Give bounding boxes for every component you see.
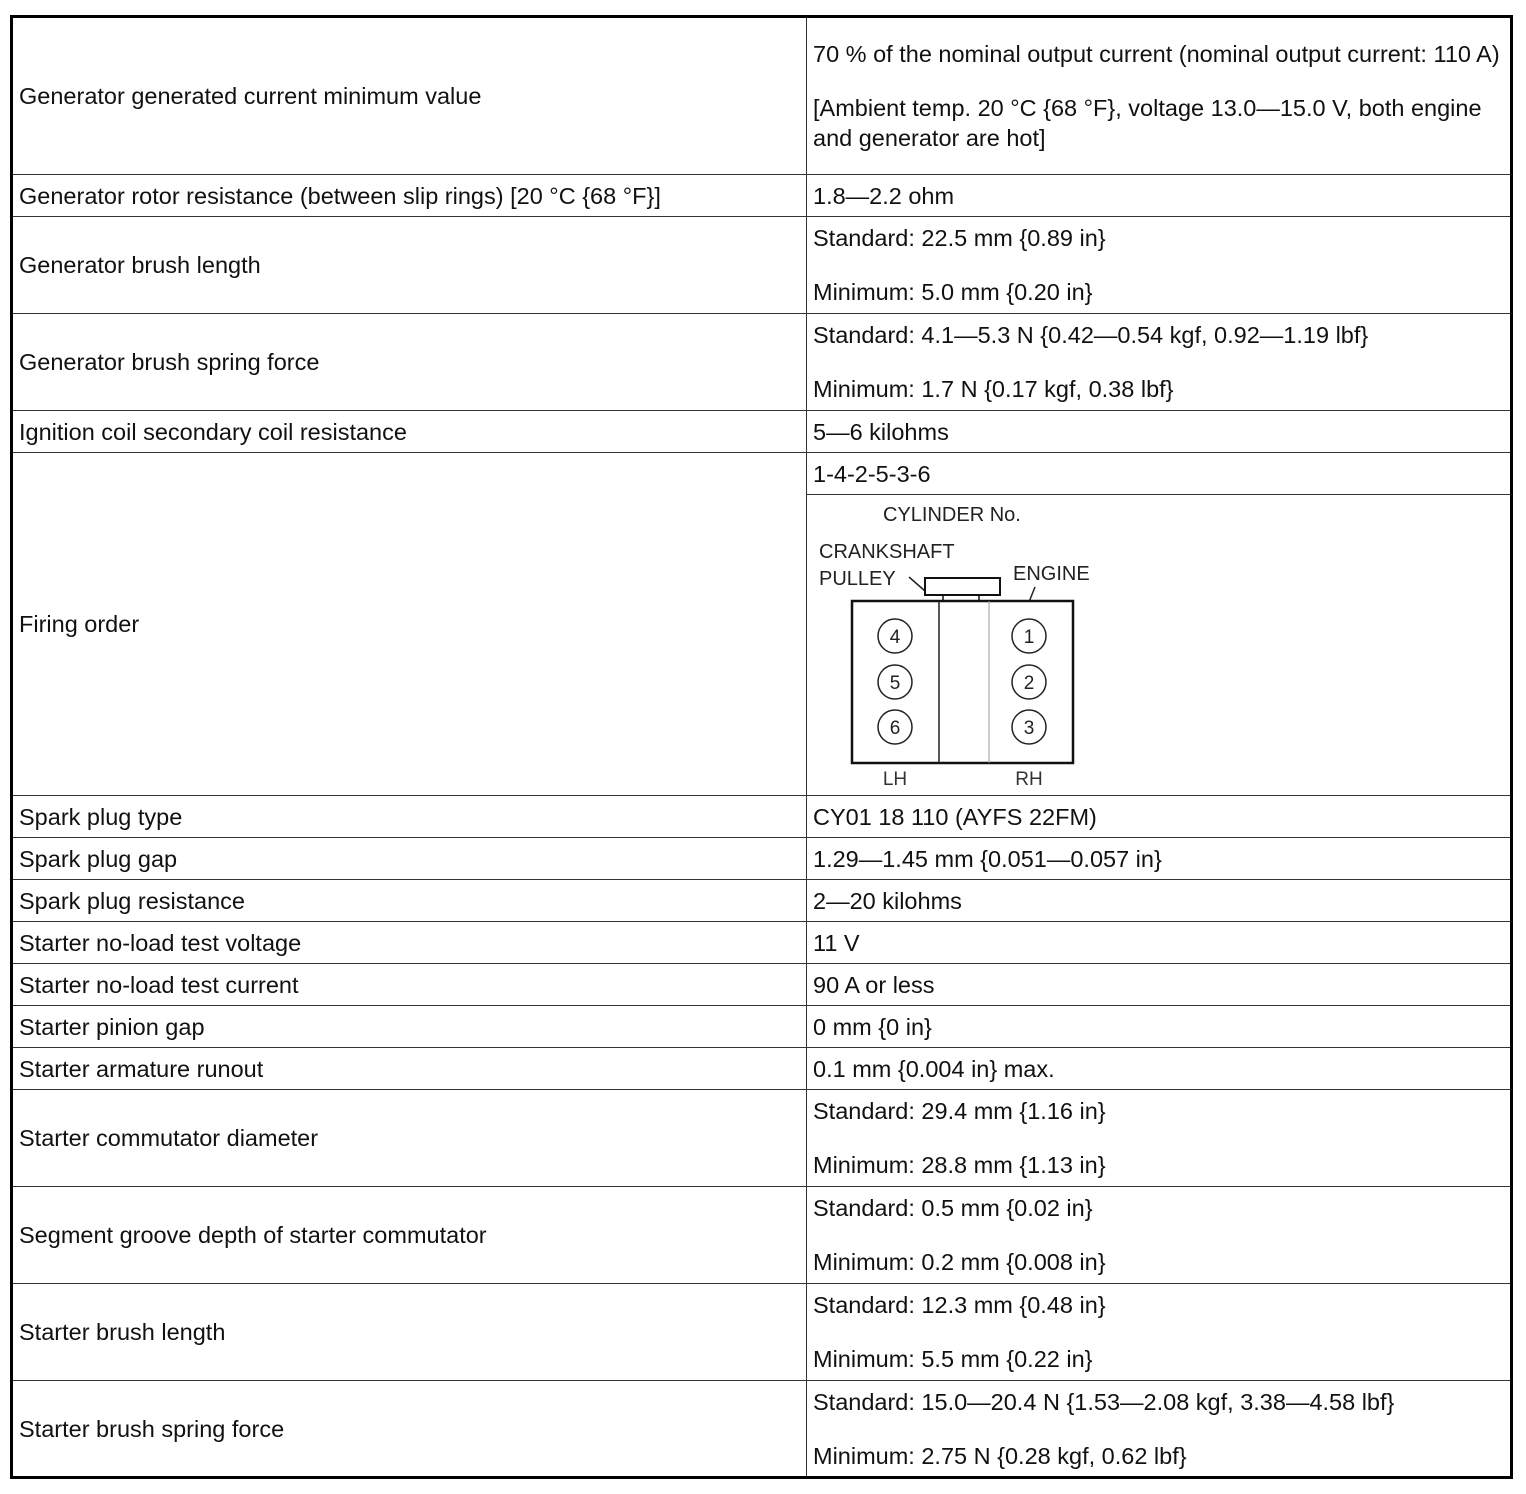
parameter-name: Generator brush length [12, 217, 807, 314]
table-row [12, 796, 1512, 838]
parameter-name: Starter brush spring force [12, 1381, 807, 1478]
parameter-value [807, 1381, 1512, 1478]
crankshaft-pulley [925, 578, 1000, 595]
parameter-name: Starter armature runout [12, 1048, 807, 1090]
value-line: Standard: 15.0—20.4 N {1.53—2.08 kgf, 3.38—4.58 lbf} [813, 1388, 1395, 1415]
parameter-value [807, 1284, 1512, 1381]
parameter-value: 2—20 kilohms [807, 880, 1512, 922]
parameter-value: 0.1 mm {0.004 in} max. [807, 1048, 1512, 1090]
cylinder-number: 2 [1023, 673, 1035, 694]
right-bank-cylinders [1012, 619, 1046, 744]
parameter-value [807, 1090, 1512, 1187]
parameter-name: Spark plug type [12, 796, 807, 838]
cylinder-number-label: CYLINDER No. [883, 504, 1021, 526]
table-row [12, 880, 1512, 922]
cylinder-number: 6 [889, 718, 901, 739]
pulley-label: PULLEY [819, 568, 896, 590]
parameter-value [807, 217, 1512, 314]
value-line: Minimum: 0.2 mm {0.008 in} [813, 1249, 1106, 1275]
firing-order-diagram [813, 495, 1113, 795]
value-line: Minimum: 1.7 N {0.17 kgf, 0.38 lbf} [813, 376, 1174, 402]
crankshaft-label: CRANKSHAFT [819, 541, 955, 563]
rh-label: RH [1015, 769, 1043, 790]
parameter-value: 0 mm {0 in} [807, 1006, 1512, 1048]
parameter-value: 1.29—1.45 mm {0.051—0.057 in} [807, 838, 1512, 880]
parameter-name: Starter commutator diameter [12, 1090, 807, 1187]
lh-label: LH [882, 769, 908, 790]
parameter-value: 5—6 kilohms [807, 411, 1512, 453]
value-line: Standard: 22.5 mm {0.89 in} [813, 225, 1106, 251]
parameter-value: 90 A or less [807, 964, 1512, 1006]
parameter-value [807, 314, 1512, 411]
table-row [12, 217, 1512, 314]
parameter-value: 11 V [807, 922, 1512, 964]
parameter-name: Spark plug resistance [12, 880, 807, 922]
value-line: Minimum: 28.8 mm {1.13 in} [813, 1152, 1106, 1178]
value-line: Standard: 0.5 mm {0.02 in} [813, 1195, 1093, 1221]
table-row [12, 1284, 1512, 1381]
table-row [12, 17, 1512, 175]
table-row [12, 411, 1512, 453]
parameter-value: 1.8—2.2 ohm [807, 175, 1512, 217]
parameter-value [807, 1187, 1512, 1284]
parameter-name: Segment groove depth of starter commutator [12, 1187, 807, 1284]
table-row [12, 1048, 1512, 1090]
value-line: Standard: 29.4 mm {1.16 in} [813, 1098, 1106, 1124]
value-line: Minimum: 2.75 N {0.28 kgf, 0.62 lbf} [813, 1442, 1187, 1469]
parameter-name: Spark plug gap [12, 838, 807, 880]
value-line: Standard: 12.3 mm {0.48 in} [813, 1292, 1106, 1318]
table-row [12, 314, 1512, 411]
parameter-value: 1-4-2-5-3-6 [807, 453, 1512, 495]
table-row [12, 1381, 1512, 1478]
parameter-name: Starter no-load test current [12, 964, 807, 1006]
table-row [12, 1090, 1512, 1187]
cylinder-number: 5 [889, 673, 901, 694]
engine-label: ENGINE [1013, 563, 1090, 585]
value-line: Standard: 4.1—5.3 N {0.42—0.54 kgf, 0.92—1.19 lbf} [813, 322, 1369, 348]
left-bank-cylinders [878, 619, 912, 744]
value-line: [Ambient temp. 20 °C {68 °F}, voltage 13.0—15.0 V, both engine and generator are hot] [813, 95, 1482, 151]
parameter-name: Generator rotor resistance (between slip rings) [20 °C {68 °F}] [12, 175, 807, 217]
parameter-name: Starter pinion gap [12, 1006, 807, 1048]
value-line: 70 % of the nominal output current (nominal output current: 110 A) [813, 41, 1500, 67]
pulley-leader-line [909, 577, 925, 591]
table-row [12, 175, 1512, 217]
parameter-name: Ignition coil secondary coil resistance [12, 411, 807, 453]
parameter-value [807, 17, 1512, 175]
table-row [12, 453, 1512, 495]
value-line: Minimum: 5.5 mm {0.22 in} [813, 1346, 1093, 1372]
table-row [12, 922, 1512, 964]
table-row [12, 1187, 1512, 1284]
cylinder-number: 4 [889, 627, 901, 648]
table-row [12, 964, 1512, 1006]
parameter-name: Generator brush spring force [12, 314, 807, 411]
table-row [12, 838, 1512, 880]
parameter-value: CY01 18 110 (AYFS 22FM) [807, 796, 1512, 838]
firing-order-diagram-cell [807, 495, 1512, 796]
parameter-name: Firing order [12, 453, 807, 796]
cylinder-number: 1 [1023, 627, 1035, 648]
specification-table [10, 15, 1513, 1479]
table-row [12, 1006, 1512, 1048]
parameter-name: Starter no-load test voltage [12, 922, 807, 964]
parameter-name: Generator generated current minimum value [12, 17, 807, 175]
parameter-name: Starter brush length [12, 1284, 807, 1381]
cylinder-number: 3 [1023, 718, 1035, 739]
value-line: Minimum: 5.0 mm {0.20 in} [813, 279, 1093, 305]
